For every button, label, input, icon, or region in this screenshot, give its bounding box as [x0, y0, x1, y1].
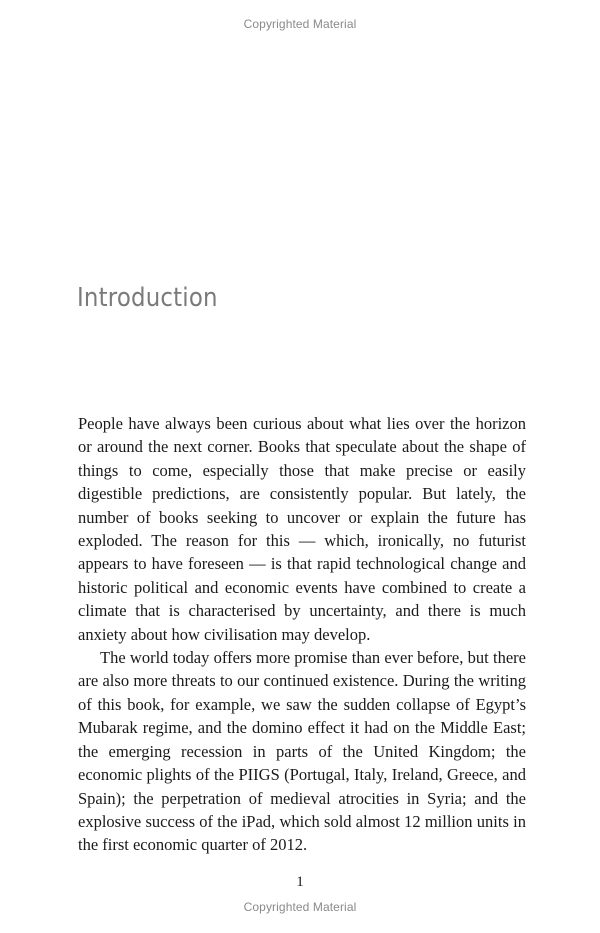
copyright-watermark-top: Copyrighted Material: [243, 17, 357, 31]
paragraph: People have always been curious about what lies over the horizon or around the next corner. Books that speculate about the shape of things to come, especially those that make precise or easily digestible predictions, are consistently popular. But lately, the number of books seeking to uncover or explain the future has exploded. The reason for this — which, ironically, no futurist appears to have foreseen — is that rapid technological change and historic political and economic events have combined to create a climate that is characterised by uncertainty, and there is much anxiety about how civilisation may develop.: [78, 414, 526, 644]
body-text: [78, 412, 526, 857]
page-number: 1: [296, 874, 304, 890]
paragraph: The world today offers more promise than ever before, but there are also more threats to our continued existence. During the writing of this book, for example, we saw the sudden collapse of Egypt’s Mubarak regime, and the domino effect it had on the Middle East; the emerging recession in parts of the United Kingdom; the economic plights of the PIIGS (Portugal, Italy, Ireland, Greece, and Spain); the perpetration of medieval atrocities in Syria; and the explosive success of the iPad, which sold almost 12 million units in the first economic quarter of 2012.: [78, 648, 526, 855]
copyright-watermark-bottom: Copyrighted Material: [243, 900, 357, 914]
chapter-title: Introduction: [77, 283, 218, 313]
